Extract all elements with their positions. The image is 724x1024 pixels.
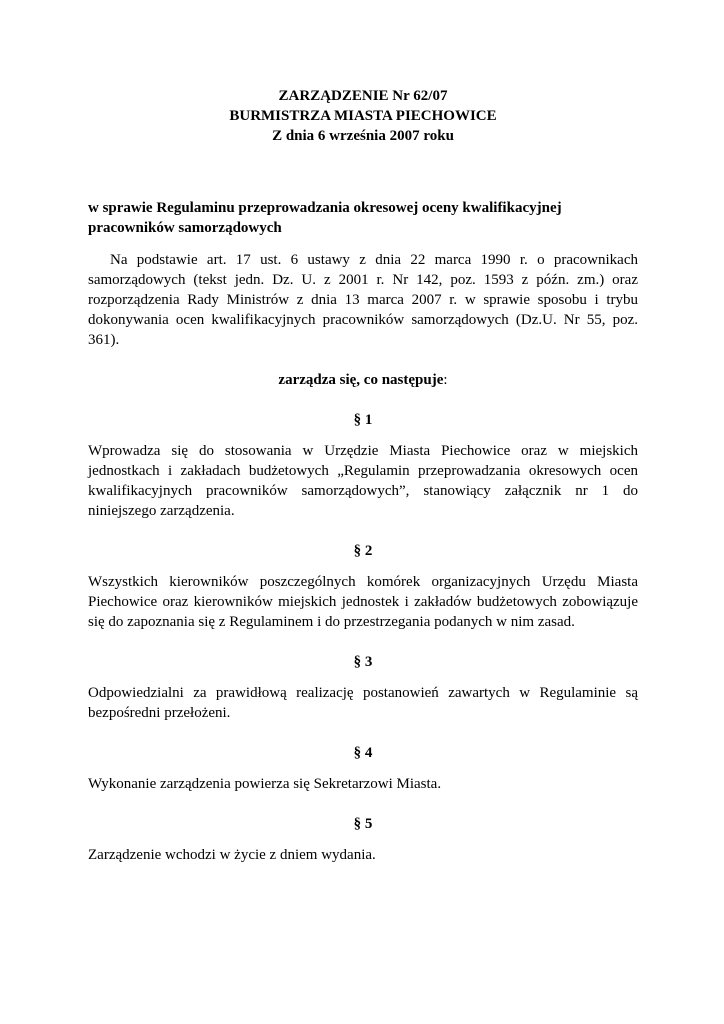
- decree-subject: w sprawie Regulaminu przeprowadzania okresowej oceny kwalifikacyjnej pracowników samorządowych: [88, 200, 562, 236]
- paragraph-number: § 2: [353, 543, 373, 559]
- paragraph-number: § 3: [353, 654, 373, 670]
- paragraph-text: Wszystkich kierowników poszczególnych komórek organizacyjnych Urzędu Miasta Piechowice oraz kierowników miejskich jednostek i zakładów budżetowych zobowiązuje się do zapoznania się z Regulaminem i do przestrzegania podanych w nim zasad.: [88, 574, 638, 630]
- decree-number-title: ZARZĄDZENIE Nr 62/07: [278, 88, 448, 104]
- paragraph-number: § 1: [353, 412, 373, 428]
- decree-statement-colon: :: [443, 372, 448, 388]
- decree-statement-text: zarządza się, co następuje: [278, 372, 444, 388]
- decree-date: Z dnia 6 września 2007 roku: [272, 128, 454, 144]
- issuer-title: BURMISTRZA MIASTA PIECHOWICE: [229, 108, 497, 124]
- paragraph-text: Odpowiedzialni za prawidłową realizację postanowień zawartych w Regulaminie są bezpośredni przełożeni.: [88, 685, 638, 721]
- paragraph-section-4: [88, 743, 638, 794]
- decree-statement: [88, 370, 638, 390]
- paragraph-text: Zarządzenie wchodzi w życie z dniem wydania.: [88, 847, 376, 863]
- paragraph-text: Wykonanie zarządzenia powierza się Sekretarzowi Miasta.: [88, 776, 442, 792]
- paragraph-number: § 5: [353, 816, 373, 832]
- paragraph-section-2: [88, 541, 638, 632]
- paragraph-section-3: [88, 652, 638, 723]
- document-page: [88, 86, 638, 865]
- paragraph-text: Wprowadza się do stosowania w Urzędzie Miasta Piechowice oraz w miejskich jednostkach i zakładach budżetowych „Regulamin przeprowadzania okresowych ocen kwalifikacyjnych pracowników samorządowych”, stanowiący załącznik nr 1 do niniejszego zarządzenia.: [88, 443, 638, 519]
- document-header: [88, 86, 638, 146]
- paragraph-section-1: [88, 410, 638, 521]
- paragraph-section-5: [88, 814, 638, 865]
- legal-basis: Na podstawie art. 17 ust. 6 ustawy z dnia 22 marca 1990 r. o pracownikach samorządowych (tekst jedn. Dz. U. z 2001 r. Nr 142, poz. 1593 z późn. zm.) oraz rozporządzenia Rady Ministrów z dnia 13 marca 2007 r. w sprawie sposobu i trybu dokonywania ocen kwalifikacyjnych pracowników samorządowych (Dz.U. Nr 55, poz. 361).: [88, 252, 638, 348]
- paragraph-number: § 4: [353, 745, 373, 761]
